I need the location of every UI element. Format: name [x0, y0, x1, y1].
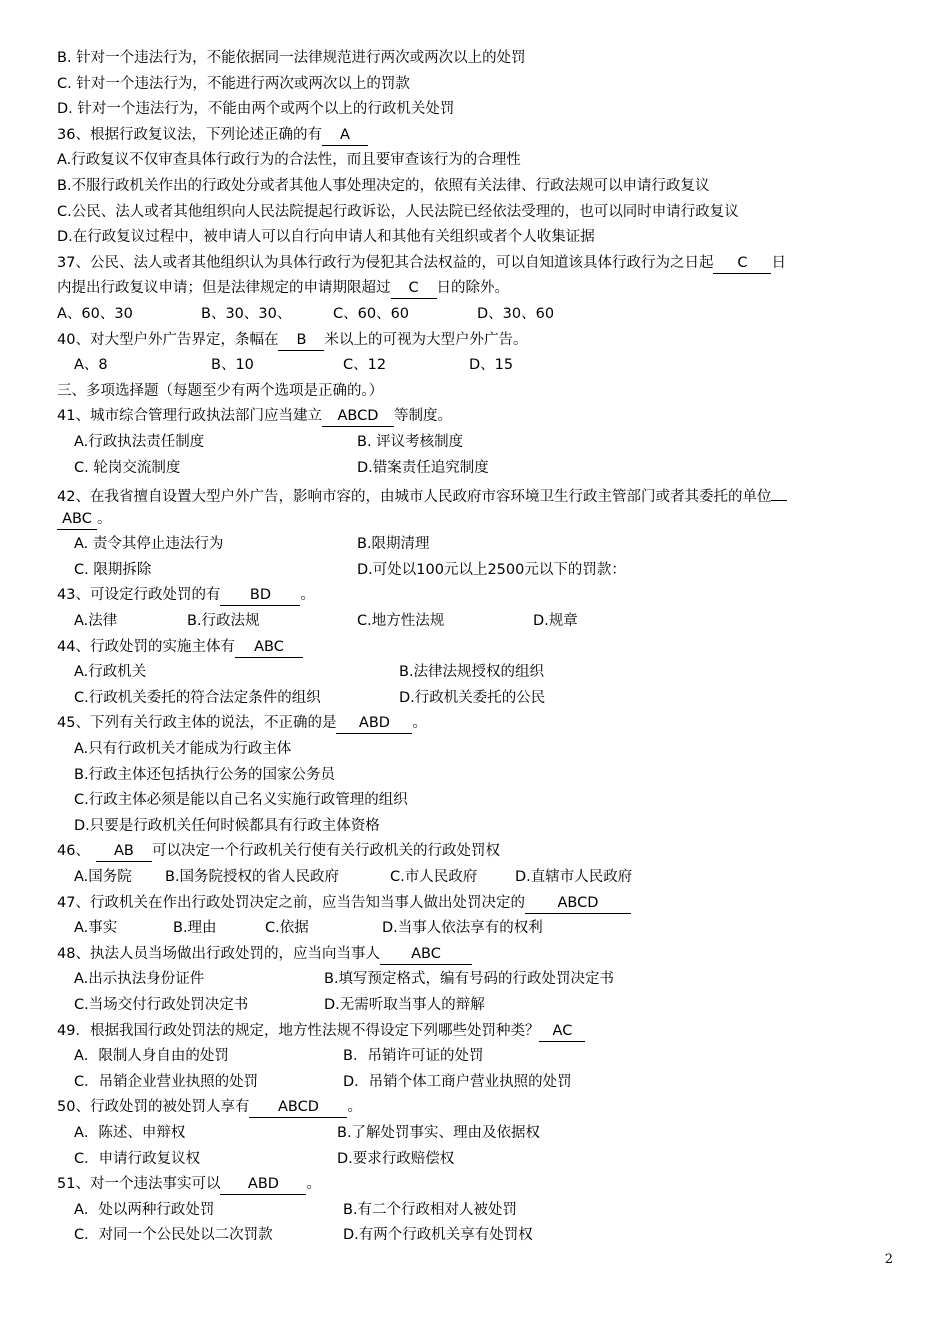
option: B.理由 — [173, 920, 217, 937]
question-36: 36、根据行政复议法，下列论述正确的有 A — [57, 123, 897, 149]
options-row — [57, 302, 897, 328]
options-row — [57, 1223, 897, 1249]
option-line: D.只要是行政机关任何时候都具有行政主体资格 — [74, 817, 380, 834]
option-line: A.只有行政机关才能成为行政主体 — [74, 741, 292, 758]
question-44: 44、行政处罚的实施主体有 ABC — [57, 635, 897, 661]
option: A.行政执法责任制度 — [74, 433, 205, 450]
option: D.错案责任追究制度 — [357, 459, 489, 476]
option: D.有两个行政机关享有处罚权 — [343, 1227, 533, 1244]
option-line: D. 针对一个违法行为，不能由两个或两个以上的行政机关处罚 — [57, 101, 455, 118]
option-line: C.行政主体必须是能以自己名义实施行政管理的组织 — [74, 792, 408, 809]
question-37-cont: 内提出行政复议申请；但是法律规定的申请期限超过 C 日的除外。 — [57, 276, 897, 302]
option: D、15 — [469, 357, 514, 374]
question-42-cont: ABC 。 — [57, 507, 897, 533]
option: C、60、60 — [333, 305, 410, 322]
page-number: 2 — [884, 1252, 893, 1267]
answer-blank: ABCD — [249, 1098, 347, 1118]
question-45: 45、下列有关行政主体的说法，不正确的是 ABD 。 — [57, 711, 897, 737]
option: C．吊销企业营业执照的处罚 — [74, 1073, 259, 1090]
option: A.国务院 — [74, 869, 132, 885]
answer-blank: ABCD — [525, 894, 631, 914]
option: C.依据 — [265, 920, 309, 937]
option-line: B.行政主体还包括执行公务的国家公务员 — [74, 766, 336, 783]
answer-blank: ABD — [220, 1175, 306, 1195]
question-50: 50、行政处罚的被处罚人享有 ABCD 。 — [57, 1095, 897, 1121]
option: B、10 — [211, 357, 254, 374]
options-row — [57, 993, 897, 1019]
answer-blank: BD — [220, 586, 300, 606]
option: D．吊销个体工商户营业执照的处罚 — [343, 1073, 572, 1090]
option: B.限期清理 — [357, 536, 430, 553]
options-row — [57, 1147, 897, 1173]
answer-blank: C — [713, 254, 771, 274]
option: D.行政机关委托的公民 — [399, 689, 546, 706]
options-row — [57, 660, 897, 686]
option: B.了解处罚事实、理由及依据权 — [337, 1124, 541, 1141]
answer-blank: AB — [96, 842, 152, 862]
option: D.当事人依法享有的权利 — [382, 920, 543, 937]
option: D.规章 — [533, 613, 578, 630]
option: A．处以两种行政处罚 — [74, 1201, 215, 1218]
option: A、8 — [74, 357, 108, 374]
options-row — [57, 1044, 897, 1070]
question-37: 37、公民、法人或者其他组织认为具体行政行为侵犯其合法权益的，可以自知道该具体行政行为之日起 C 日 — [57, 251, 897, 277]
question-43: 43、可设定行政处罚的有 BD 。 — [57, 583, 897, 609]
options-row — [57, 1121, 897, 1147]
option: D.无需听取当事人的辩解 — [324, 996, 485, 1013]
options-row — [57, 916, 897, 942]
options-row — [57, 865, 897, 891]
question-41: 41、城市综合管理行政执法部门应当建立 ABCD 等制度。 — [57, 404, 897, 430]
document-page — [57, 46, 897, 1249]
option-line: C.公民、法人或者其他组织向人民法院提起行政诉讼，人民法院已经依法受理的，也可以同时申请行政复议 — [57, 203, 739, 220]
answer-blank: ABC — [380, 945, 472, 965]
option: B.法律法规授权的组织 — [399, 664, 545, 681]
option: C．对同一个公民处以二次罚款 — [74, 1227, 273, 1244]
options-row — [57, 353, 897, 379]
option: B.国务院授权的省人民政府 — [165, 869, 340, 885]
question-51: 51、对一个违法事实可以 ABD 。 — [57, 1172, 897, 1198]
option-line: D.在行政复议过程中，被申请人可以自行向申请人和其他有关组织或者个人收集证据 — [57, 229, 595, 246]
options-row — [57, 1198, 897, 1224]
options-row — [57, 532, 897, 558]
question-42: 42、在我省擅自设置大型户外广告，影响市容的，由城市人民政府市容环境卫生行政主管部门或者其委托的单位 — [57, 481, 897, 507]
question-49: 49．根据我国行政处罚法的规定，地方性法规不得设定下列哪些处罚种类？ AC — [57, 1019, 897, 1045]
options-row — [57, 558, 897, 584]
answer-blank: ABCD — [322, 407, 394, 427]
question-47: 47、行政机关在作出行政处罚决定之前，应当告知当事人做出处罚决定的 ABCD — [57, 891, 897, 917]
option: D.要求行政赔偿权 — [337, 1150, 455, 1167]
option: B．吊销许可证的处罚 — [343, 1048, 484, 1065]
option: A.出示执法身份证件 — [74, 971, 205, 988]
answer-blank: A — [322, 126, 368, 146]
options-row — [57, 686, 897, 712]
option: A.法律 — [74, 613, 118, 630]
answer-blank: ABC — [235, 638, 303, 658]
answer-blank: ABD — [336, 714, 412, 734]
option: C、12 — [343, 357, 387, 374]
option: D、30、60 — [477, 305, 555, 322]
option: B.有二个行政相对人被处罚 — [343, 1201, 518, 1218]
option: C．申请行政复议权 — [74, 1150, 201, 1167]
option-line: C. 针对一个违法行为，不能进行两次或两次以上的罚款 — [57, 75, 410, 92]
answer-blank: ABC — [57, 510, 97, 530]
option: A.行政机关 — [74, 664, 147, 681]
answer-blank: B — [278, 331, 324, 351]
options-row — [57, 967, 897, 993]
option: A．限制人身自由的处罚 — [74, 1048, 229, 1065]
option: A．陈述、申辩权 — [74, 1124, 186, 1141]
section-heading: 三、多项选择题（每题至少有两个选项是正确的。） — [57, 382, 384, 399]
option: C. 轮岗交流制度 — [74, 459, 181, 476]
options-row — [57, 456, 897, 482]
options-row — [57, 430, 897, 456]
option: A. 责令其停止违法行为 — [74, 536, 224, 553]
options-row — [57, 609, 897, 635]
option: C.当场交付行政处罚决定书 — [74, 996, 249, 1013]
answer-blank-lead — [771, 481, 787, 501]
answer-blank: C — [391, 279, 437, 299]
option: C. 限期拆除 — [74, 561, 152, 578]
question-40: 40、对大型户外广告界定，条幅在 B 米以上的可视为大型户外广告。 — [57, 328, 897, 354]
option-line: A.行政复议不仅审查具体行政行为的合法性，而且要审查该行为的合理性 — [57, 152, 521, 169]
option-line: B. 针对一个违法行为，不能依据同一法律规范进行两次或两次以上的处罚 — [57, 50, 526, 66]
option: C.市人民政府 — [390, 869, 478, 885]
option: B. 评议考核制度 — [357, 433, 464, 450]
option: B.填写预定格式，编有号码的行政处罚决定书 — [324, 971, 615, 988]
answer-blank: AC — [539, 1022, 585, 1042]
option: B、30、30、 — [201, 305, 292, 322]
option: A、60、30 — [57, 305, 133, 322]
option: D.直辖市人民政府 — [515, 869, 633, 885]
option: A.事实 — [74, 920, 118, 937]
options-row — [57, 1070, 897, 1096]
question-48: 48、执法人员当场做出行政处罚的，应当向当事人 ABC — [57, 942, 897, 968]
option: C.地方性法规 — [357, 613, 445, 630]
option: B.行政法规 — [187, 613, 260, 630]
question-46: 46、 AB 可以决定一个行政机关行使有关行政机关的行政处罚权 — [57, 839, 897, 865]
option-line: B.不服行政机关作出的行政处分或者其他人事处理决定的，依照有关法律、行政法规可以申请行政复议 — [57, 177, 710, 194]
option: D.可处以100元以上2500元以下的罚款： — [357, 561, 626, 578]
option: C.行政机关委托的符合法定条件的组织 — [74, 689, 321, 706]
